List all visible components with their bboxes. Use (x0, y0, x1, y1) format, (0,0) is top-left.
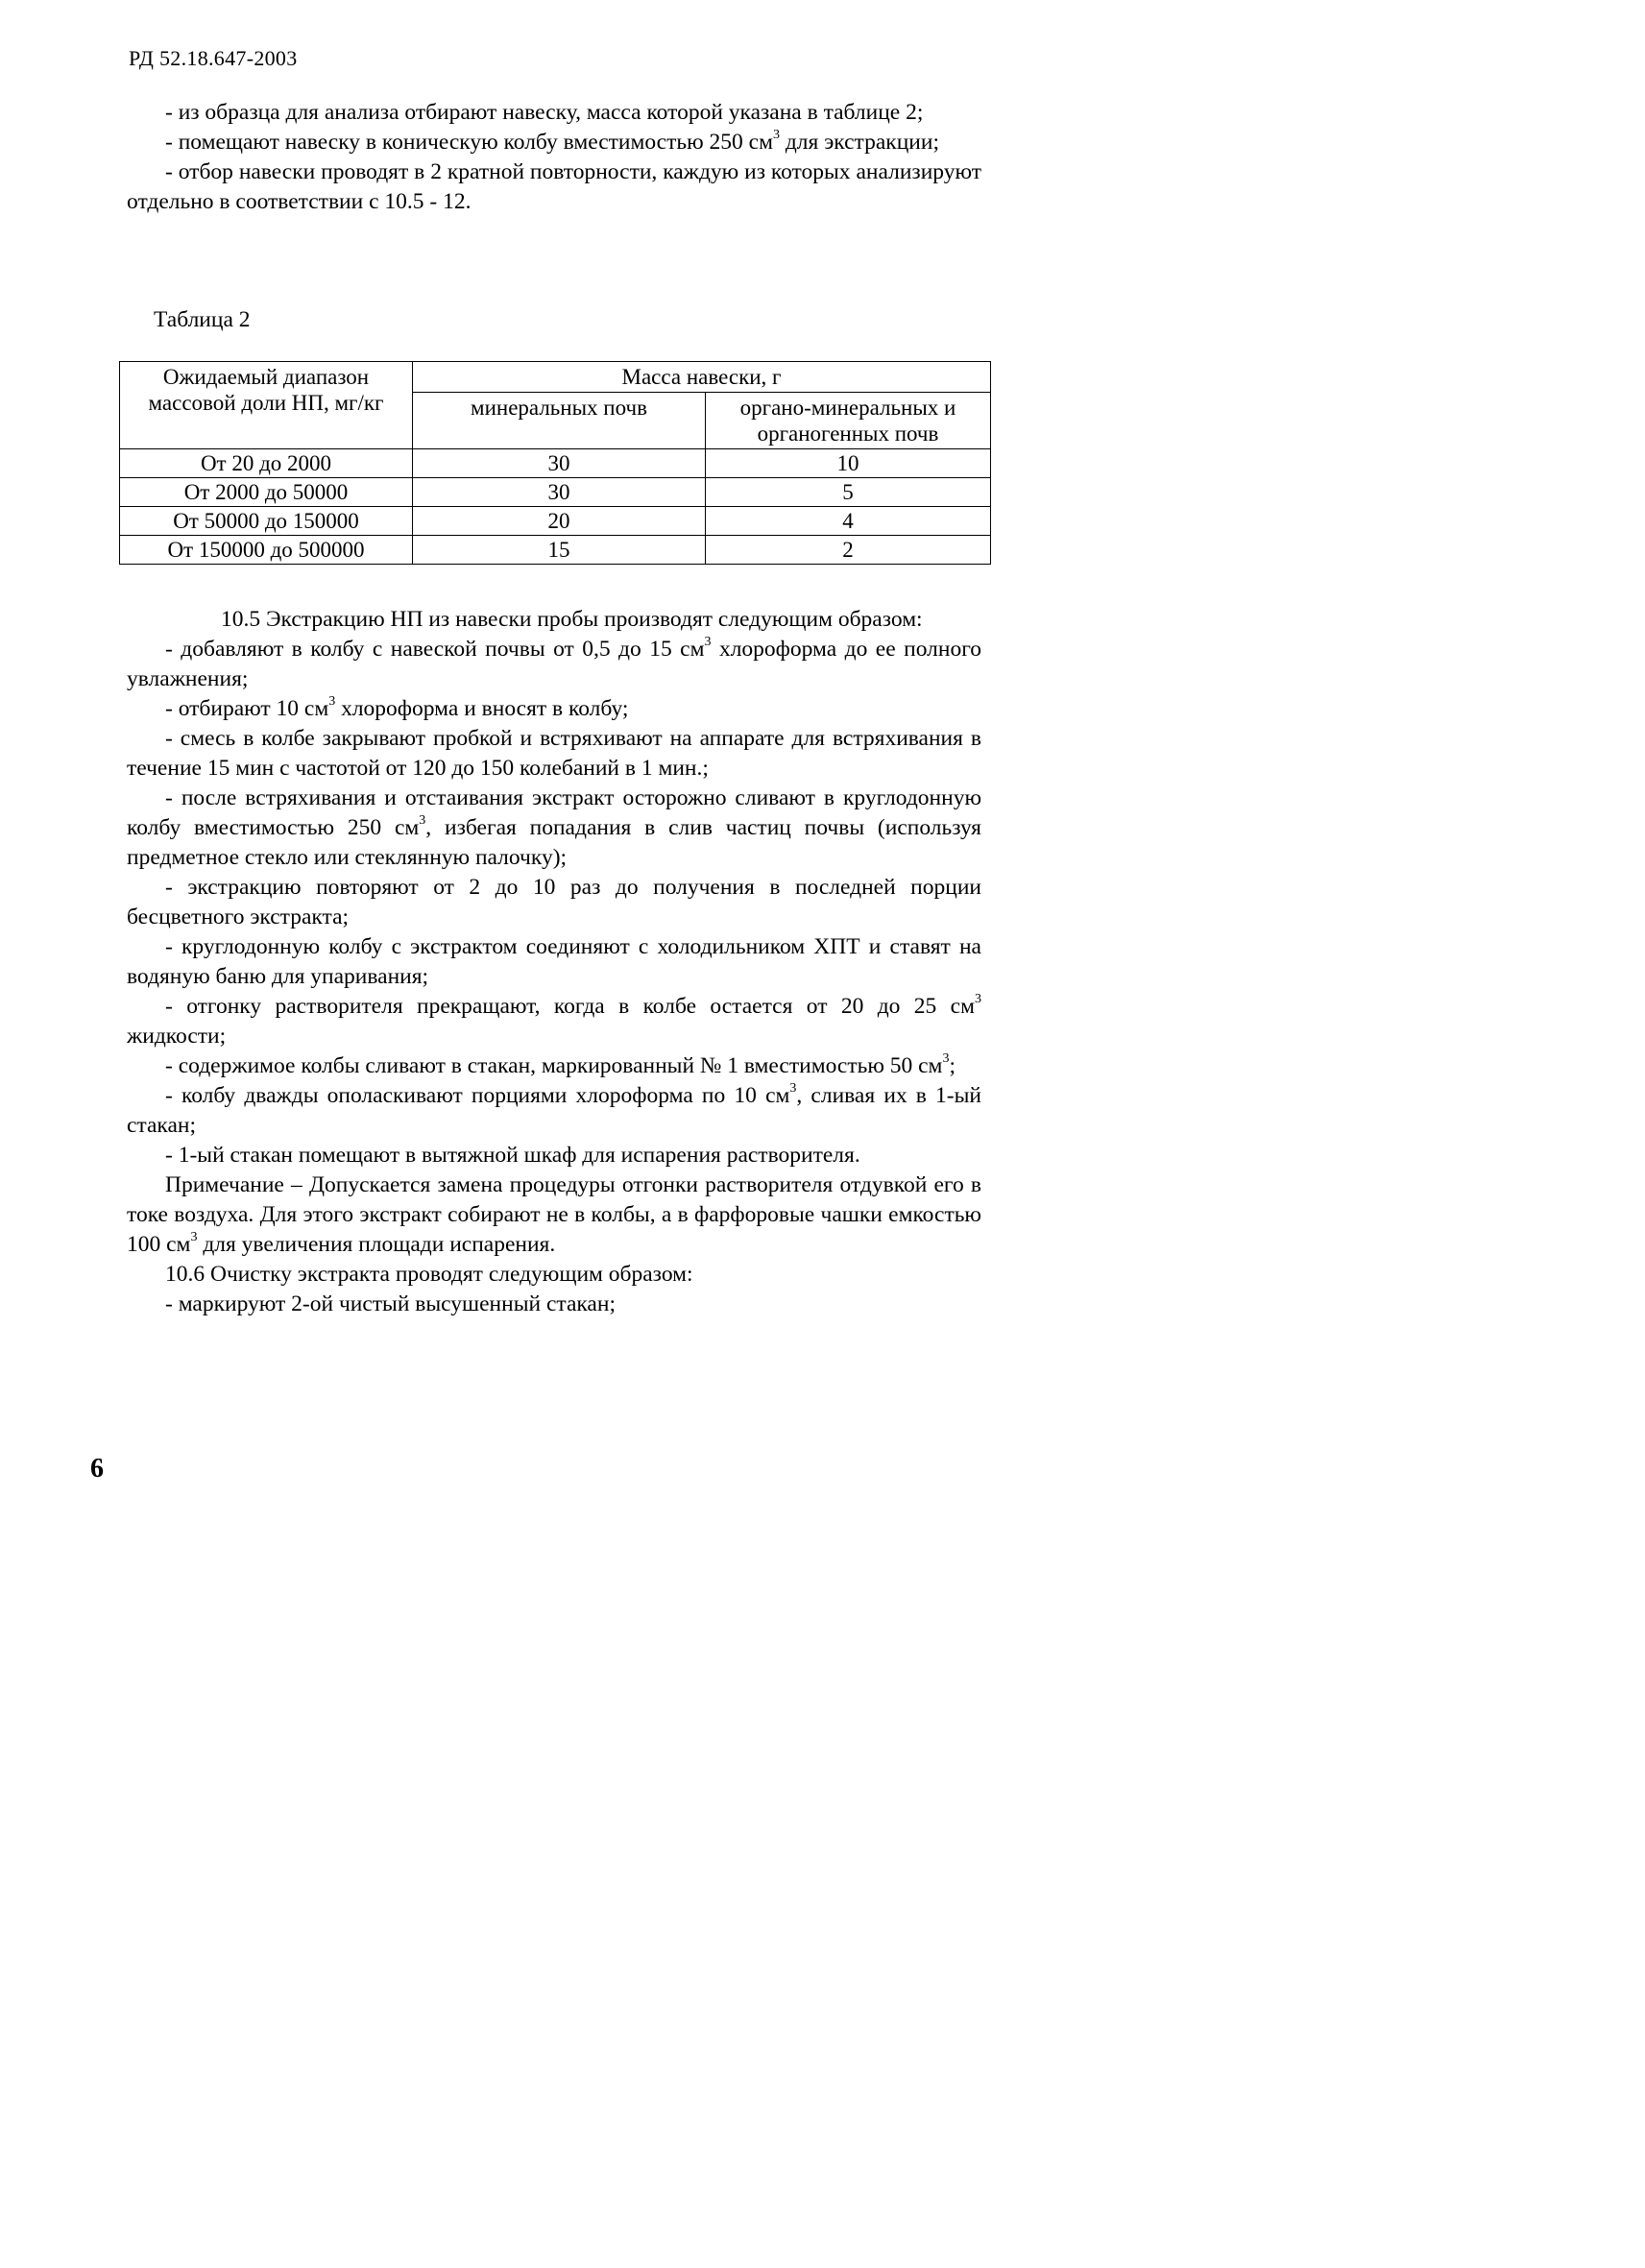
intro-item-1: - из образца для анализа отбирают навеску, масса которой указана в таблице 2; (165, 100, 924, 125)
mineral-soils-header: минеральных почв (413, 393, 706, 449)
page-number: 6 (90, 1454, 104, 1484)
section-10-5-item: - отгонку растворителя прекращают, когда в колбе остается от 20 до 25 $см^3$ жидкости; (127, 992, 981, 1049)
section-10-5-item: - 1-ый стакан помещают в вытяжной шкаф для испарения растворителя. (165, 1143, 860, 1168)
range-column-header: Ожидаемый диапазон массовой доли НП, мг/кг (120, 362, 413, 449)
mineral-mass-cell: 30 (413, 449, 706, 478)
section-10-5-item: - добавляют в колбу с навеской почвы от 0,5 до 15 $см^3$ хлороформа до ее полного увлажнения; (127, 635, 982, 691)
intro-item-3: - отбор навески проводят в 2 кратной повторности, каждую из которых анализируют отдельно в соответствии с 10.5 - 12. (127, 159, 981, 214)
intro-text-block (127, 98, 981, 217)
section-10-5-block (127, 605, 981, 1319)
organic-soils-header: органо-минеральных и органогенных почв (706, 393, 991, 449)
section-10-5-item: - содержимое колбы сливают в стакан, маркированный № 1 вместимостью 50 $см^3$; (165, 1051, 956, 1078)
table-caption: Таблица 2 (154, 307, 251, 332)
organic-mass-cell: 10 (706, 449, 991, 478)
table-row (120, 449, 991, 478)
range-cell: От 20 до 2000 (120, 449, 413, 478)
section-10-5-note: Примечание – Допускается замена процедуры отгонки растворителя отдувкой его в токе воздуха. Для этого экстракт собирают не в колбы, а в фарфоровые чашки емкостью 100 $см^3$ для увеличения площади испарения. (127, 1172, 981, 1257)
range-cell: От 150000 до 500000 (120, 536, 413, 565)
intro-item-2: - помещают навеску в коническую колбу вместимостью 250 $см^3$ для экстракции; (165, 128, 939, 155)
section-10-5-item: - смесь в колбе закрывают пробкой и встряхивают на аппарате для встряхивания в течение 15 мин с частотой от 120 до 150 колебаний в 1 мин.; (127, 726, 981, 781)
mass-column-header: Масса навески, г (413, 362, 991, 393)
range-cell: От 50000 до 150000 (120, 507, 413, 536)
section-10-6-item: - маркируют 2-ой чистый высушенный стакан; (165, 1291, 616, 1316)
table-header-row (120, 362, 991, 393)
organic-mass-cell: 2 (706, 536, 991, 565)
section-10-5-item: - экстракцию повторяют от 2 до 10 раз до получения в последней порции бесцветного экстракта; (127, 875, 981, 929)
organic-mass-cell: 5 (706, 478, 991, 507)
section-10-5-item: - круглодонную колбу с экстрактом соединяют с холодильником ХПТ и ставят на водяную баню для упаривания; (127, 934, 981, 989)
mineral-mass-cell: 15 (413, 536, 706, 565)
table-row (120, 507, 991, 536)
range-cell: От 2000 до 50000 (120, 478, 413, 507)
table-row (120, 478, 991, 507)
document-page (0, 0, 1095, 1510)
document-id: РД 52.18.647-2003 (129, 46, 298, 70)
section-10-6-heading: 10.6 Очистку экстракта проводят следующим образом: (165, 1262, 693, 1287)
mineral-mass-cell: 30 (413, 478, 706, 507)
mineral-mass-cell: 20 (413, 507, 706, 536)
table-row (120, 536, 991, 565)
sample-mass-table (119, 361, 991, 565)
section-10-5-item: - отбирают 10 $см^3$ хлороформа и вносят в колбу; (165, 694, 629, 721)
section-10-5-item: - после встряхивания и отстаивания экстракт осторожно сливают в круглодонную колбу вместимостью 250 $см^3$, избегая попадания в слив частиц почвы (используя предметное стекло или стеклянную палочку); (127, 785, 981, 870)
organic-mass-cell: 4 (706, 507, 991, 536)
section-10-5-heading: 10.5 Экстракцию НП из навески пробы производят следующим образом: (221, 607, 923, 632)
section-10-5-item: - колбу дважды ополаскивают порциями хлороформа по 10 $см^3$, сливая их в 1-ый стакан; (127, 1081, 981, 1138)
